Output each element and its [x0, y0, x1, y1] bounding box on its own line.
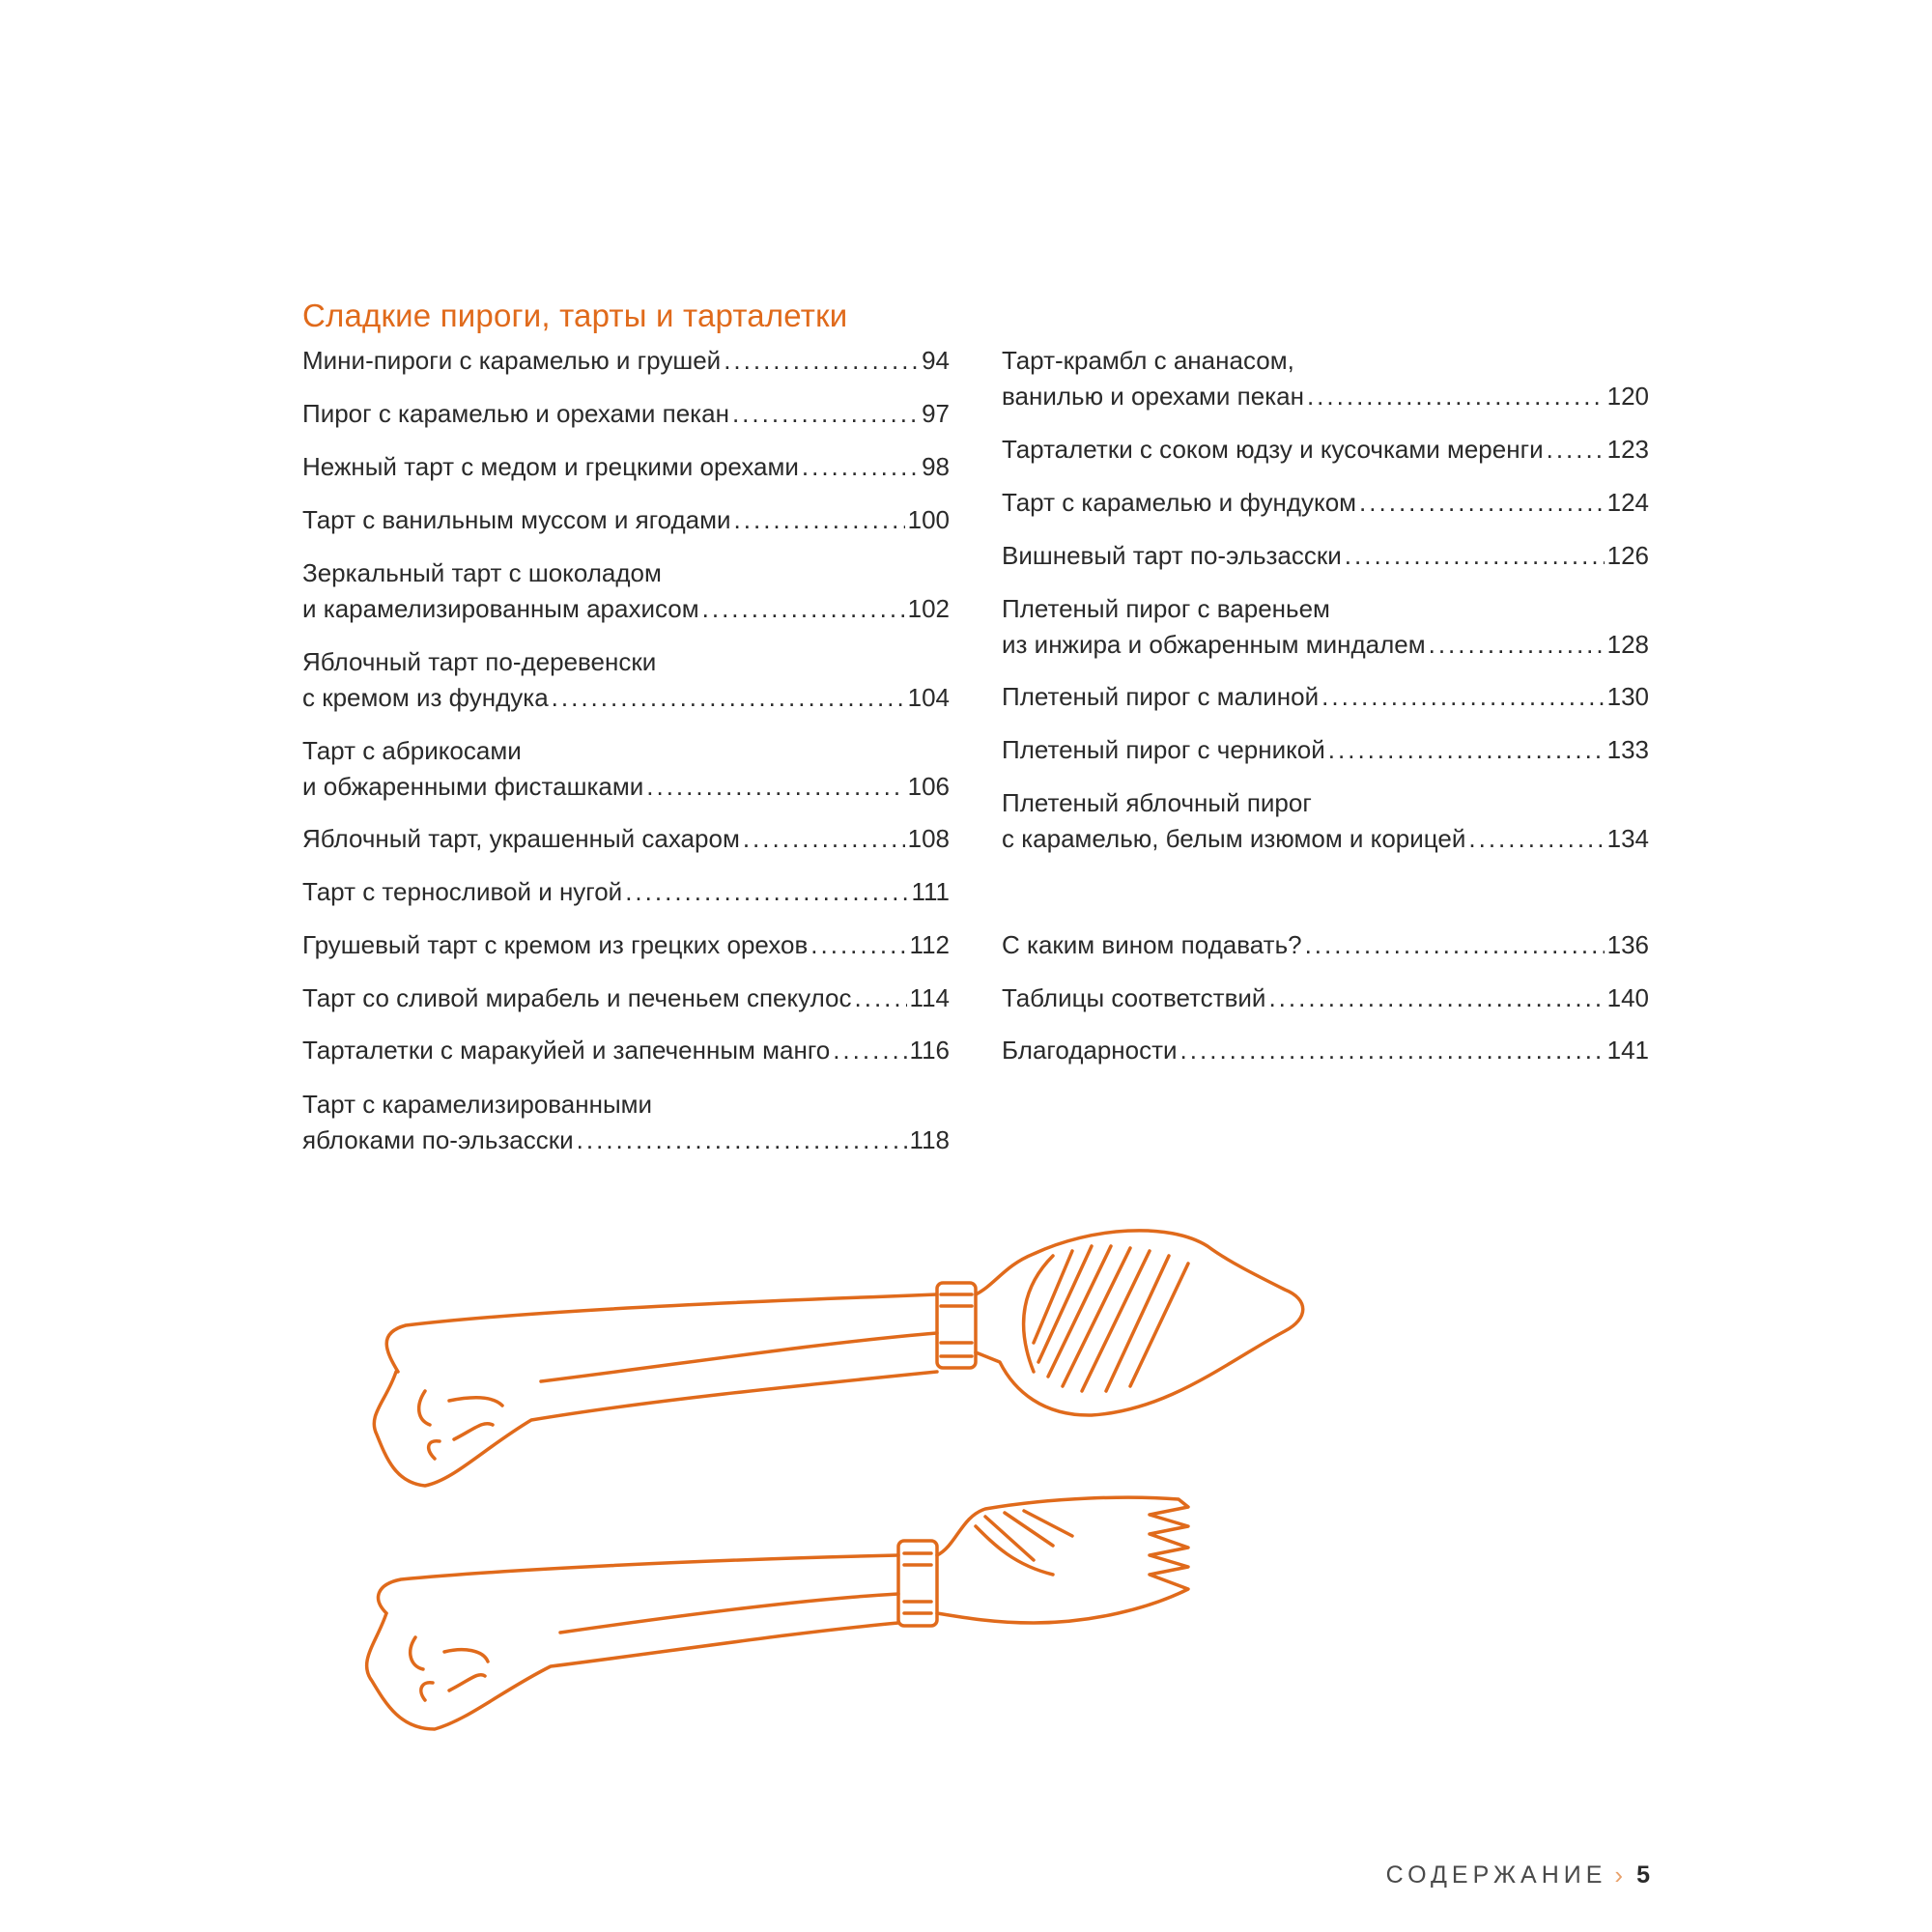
chevron-right-icon: ›: [1614, 1861, 1624, 1889]
toc-entry-page: 94: [922, 346, 950, 375]
toc-entry[interactable]: [1002, 785, 1649, 857]
toc-entry-page: 134: [1606, 824, 1649, 853]
toc-entry-title: Вишневый тарт по-эльзасски: [1002, 541, 1342, 570]
toc-entry-title: Пирог с карамелью и орехами пекан: [302, 399, 729, 428]
leader-dots: [1359, 485, 1605, 521]
toc-entry[interactable]: [302, 1087, 950, 1158]
toc-entry-title: Яблочный тарт, украшенный сахаром: [302, 824, 740, 853]
toc-entry-page: 108: [907, 824, 950, 853]
leader-dots: [855, 980, 907, 1016]
leader-dots: [743, 821, 905, 857]
toc-entry-page: 133: [1606, 735, 1649, 764]
leader-dots: [577, 1122, 907, 1158]
toc-entry-page: 112: [909, 930, 950, 959]
leader-dots: [1180, 1033, 1605, 1068]
toc-entry-page: 126: [1606, 541, 1649, 570]
toc-entry-title: Мини-пироги с карамелью и грушей: [302, 346, 722, 375]
toc-entry[interactable]: [302, 449, 950, 485]
toc-entry-page: 100: [907, 505, 950, 534]
toc-entry-title: Таблицы соответствий: [1002, 983, 1266, 1012]
toc-entry-title: Тарталетки с маракуйей и запеченным манго: [302, 1036, 831, 1065]
toc-entry[interactable]: [302, 1033, 950, 1068]
toc-entry-title: Тарт со сливой мирабель и печеньем спекулос: [302, 983, 852, 1012]
toc-entry-page: 130: [1606, 682, 1649, 711]
toc-entry-title-cont: из инжира и обжаренным миндалем: [1002, 630, 1426, 659]
toc-entry-page: 140: [1606, 983, 1649, 1012]
leader-dots: [646, 769, 904, 805]
toc-entry-title-cont: с карамелью, белым изюмом и корицей: [1002, 824, 1466, 853]
leader-dots: [552, 680, 905, 716]
toc-entry[interactable]: [1002, 485, 1649, 521]
leader-dots: [1305, 927, 1605, 963]
leader-dots: [625, 874, 908, 910]
toc-entry-page: 128: [1606, 630, 1649, 659]
toc-entry[interactable]: [1002, 679, 1649, 715]
toc-entry-title: Тарт с терносливой и нугой: [302, 877, 623, 906]
toc-entry[interactable]: [302, 343, 950, 379]
toc-entry-title: С каким вином подавать?: [1002, 930, 1302, 959]
toc-entry[interactable]: [1002, 591, 1649, 663]
toc-entry-title: Плетеный яблочный пирог: [1002, 788, 1312, 817]
leader-dots: [1345, 538, 1605, 574]
leader-dots: [1321, 679, 1604, 715]
toc-entry[interactable]: [302, 927, 950, 963]
toc-entry-title-cont: ванилью и орехами пекан: [1002, 382, 1304, 411]
toc-entry-title: Тарт с карамелью и фундуком: [1002, 488, 1357, 517]
leader-dots: [1547, 432, 1605, 468]
toc-entry-title: Тарт с ванильным муссом и ягодами: [302, 505, 731, 534]
leader-dots: [810, 927, 906, 963]
toc-entry[interactable]: [1002, 343, 1649, 414]
toc-entry[interactable]: [302, 502, 950, 538]
toc-entry[interactable]: [302, 874, 950, 910]
toc-entry-page: 120: [1606, 382, 1649, 411]
leader-dots: [732, 396, 919, 432]
toc-entry-page: 102: [907, 594, 950, 623]
leader-dots: [833, 1033, 906, 1068]
toc-entry-page: 136: [1606, 930, 1649, 959]
toc-entry[interactable]: [1002, 432, 1649, 468]
toc-entry[interactable]: [1002, 732, 1649, 768]
leader-dots: [1307, 379, 1605, 414]
toc-entry-title: Плетеный пирог с малиной: [1002, 682, 1320, 711]
toc-entry-title-cont: и карамелизированным арахисом: [302, 594, 699, 623]
toc-entry[interactable]: [302, 644, 950, 716]
cutlery-illustration: [357, 1227, 1497, 1768]
spoon-icon: [374, 1231, 1302, 1486]
toc-entry-page: 114: [909, 983, 950, 1012]
toc-entry-title-cont: с кремом из фундука: [302, 683, 549, 712]
leader-dots: [1468, 821, 1604, 857]
toc-entry-page: 124: [1606, 488, 1649, 517]
leader-dots: [1429, 627, 1605, 663]
toc-entry[interactable]: [1002, 1033, 1649, 1068]
toc-entry-title: Благодарности: [1002, 1036, 1178, 1065]
toc-entry[interactable]: [1002, 538, 1649, 574]
leader-dots: [802, 449, 919, 485]
toc-entry-title: Плетеный пирог с вареньем: [1002, 594, 1330, 623]
toc-entry-page: 123: [1606, 435, 1649, 464]
toc-entry-page: 97: [922, 399, 950, 428]
toc-entry-title-cont: и обжаренными фисташками: [302, 772, 644, 801]
leader-dots: [1268, 980, 1604, 1016]
toc-entry[interactable]: [1002, 980, 1649, 1016]
toc-entry-page: 118: [909, 1125, 950, 1154]
toc-entry-page: 111: [911, 877, 950, 906]
toc-entry-title: Тарт с карамелизированными: [302, 1090, 653, 1119]
toc-entry-page: 116: [909, 1036, 950, 1065]
toc-entry[interactable]: [302, 821, 950, 857]
toc-entry-page: 141: [1606, 1036, 1649, 1065]
toc-entry-title: Плетеный пирог с черникой: [1002, 735, 1325, 764]
leader-dots: [734, 502, 905, 538]
toc-entry-title: Грушевый тарт с кремом из грецких орехов: [302, 930, 809, 959]
toc-entry[interactable]: [302, 396, 950, 432]
fork-icon: [367, 1497, 1188, 1729]
page-number: 5: [1636, 1861, 1650, 1889]
toc-entry[interactable]: [302, 555, 950, 627]
leader-dots: [702, 591, 905, 627]
section-title: Сладкие пироги, тарты и тарталетки: [302, 298, 848, 333]
toc-entry-page: 106: [907, 772, 950, 801]
toc-entry-title: Тарт-крамбл с ананасом,: [1002, 346, 1294, 375]
page-footer: [1386, 1861, 1650, 1890]
toc-entry[interactable]: [1002, 927, 1649, 963]
leader-dots: [724, 343, 919, 379]
toc-entry-title: Зеркальный тарт с шоколадом: [302, 558, 662, 587]
toc-entry-title: Тарталетки с соком юдзу и кусочками меренги: [1002, 435, 1544, 464]
toc-entry-title: Яблочный тарт по-деревенски: [302, 647, 657, 676]
toc-entry-title: Нежный тарт с медом и грецкими орехами: [302, 452, 799, 481]
toc-entry[interactable]: [302, 733, 950, 805]
toc-entry-page: 98: [922, 452, 950, 481]
running-header: СОДЕРЖАНИЕ: [1385, 1861, 1607, 1889]
toc-entry-title-cont: яблоками по-эльзасски: [302, 1125, 574, 1154]
toc-entry-page: 104: [907, 683, 950, 712]
toc-entry-title: Тарт с абрикосами: [302, 736, 522, 765]
toc-entry[interactable]: [302, 980, 950, 1016]
leader-dots: [1328, 732, 1605, 768]
